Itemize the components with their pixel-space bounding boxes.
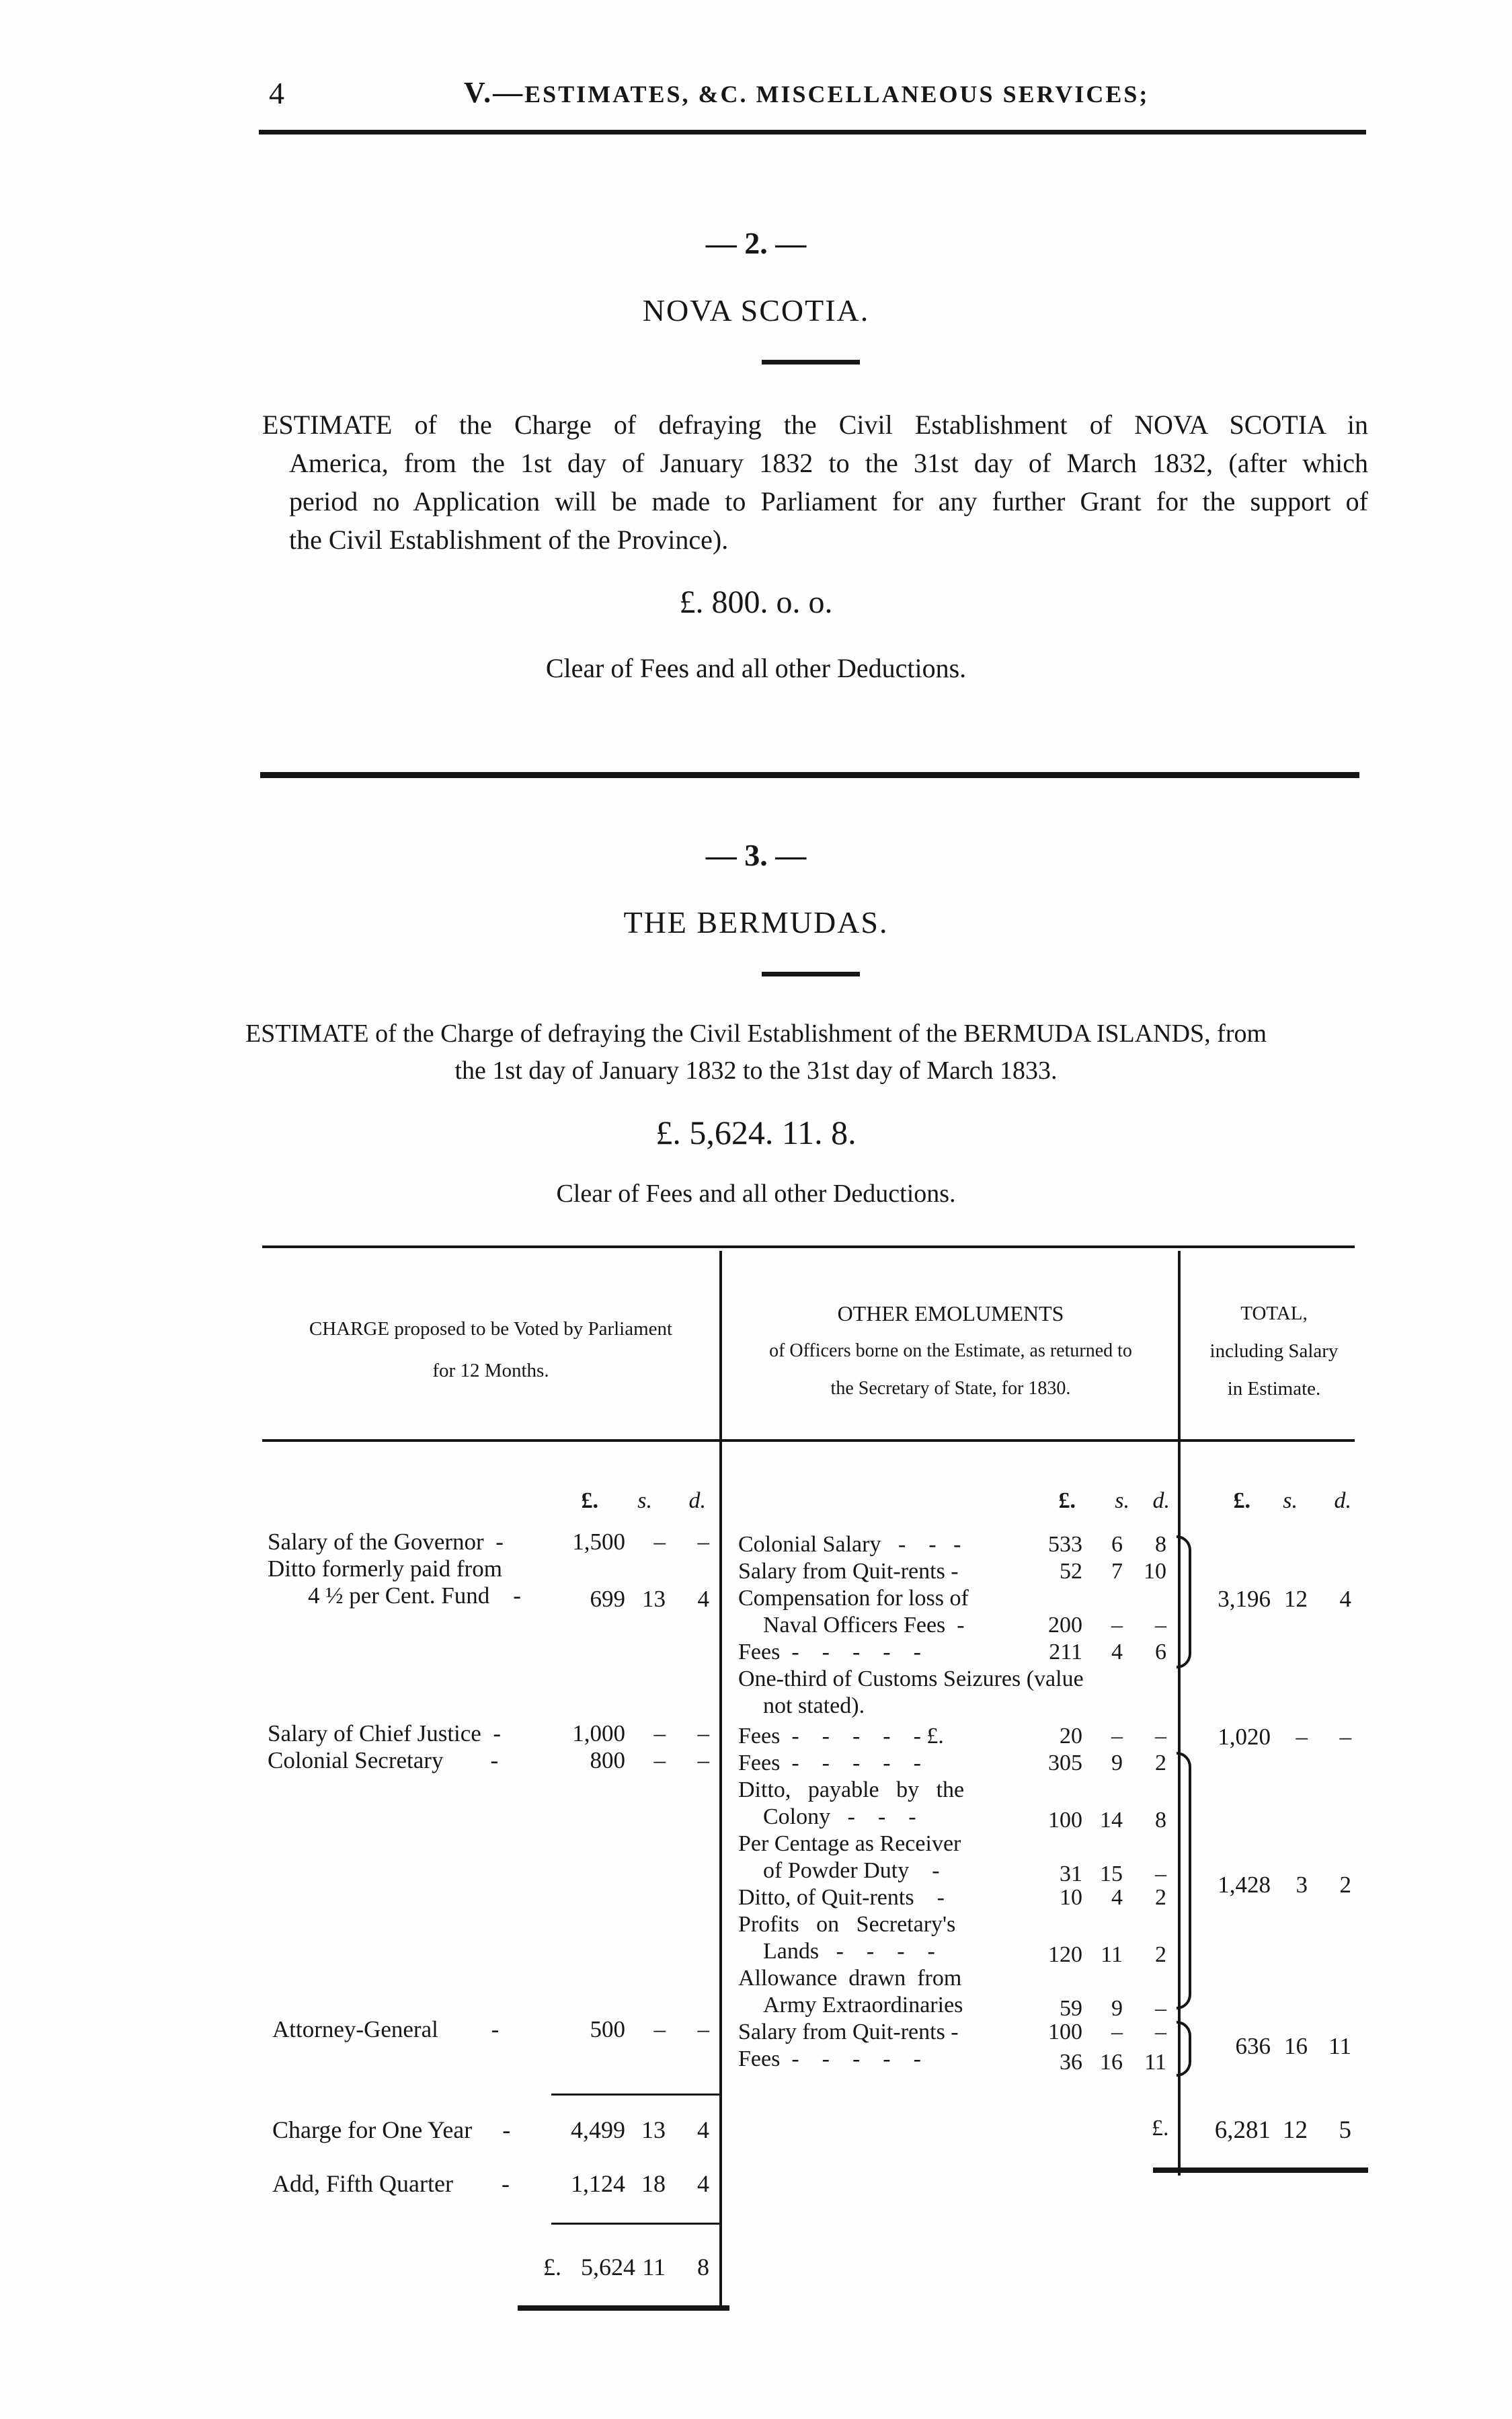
charge-colonial-secretary-l: 800 — [590, 1747, 625, 1773]
col1-unit-pence: d. — [688, 1488, 706, 1513]
emolument-colonial-salary: Colonial Salary - - - — [738, 1532, 961, 1557]
emolument-ditto-quit-rents-d: 2 — [1155, 1885, 1166, 1910]
charge-governor-s: – — [653, 1529, 666, 1555]
charge-governor-l: 1,500 — [572, 1529, 625, 1555]
charge-chief-justice-d: – — [697, 1720, 709, 1746]
charge-one-year-d: 4 — [697, 2116, 709, 2143]
emolument-ag-quit-rents-s: – — [1111, 2020, 1123, 2044]
col1-header-line-2: for 12 Months. — [432, 1360, 549, 1381]
total-governor-d: 4 — [1339, 1586, 1351, 1612]
table-header-rule — [262, 1439, 1355, 1442]
bermuda-amount: £. 5,624. 11. 8. — [655, 1114, 857, 1151]
emolument-colony-ditto-1: Ditto, payable by the — [738, 1777, 965, 1802]
col2-header-line-1: OTHER EMOLUMENTS — [837, 1301, 1064, 1326]
section-3-title-rule — [762, 972, 860, 976]
emolument-colonial-salary-l: 533 — [1048, 1532, 1082, 1557]
emolument-fees-2-s: – — [1111, 1724, 1123, 1749]
emolument-secretary-lands-s: 11 — [1101, 1942, 1123, 1967]
col3-unit-pence: d. — [1334, 1488, 1351, 1513]
emolument-ditto-quit-rents: Ditto, of Quit-rents - — [738, 1885, 945, 1910]
total-attorney-s: 16 — [1284, 2033, 1308, 2059]
col1-total-double-rule — [518, 2305, 729, 2311]
bermuda-clear-note: Clear of Fees and all other Deductions. — [556, 1180, 956, 1208]
total-secretary-d: 2 — [1339, 1872, 1351, 1898]
total-governor-l: 3,196 — [1218, 1586, 1271, 1612]
emolument-army-allowance-d: – — [1155, 1996, 1166, 2021]
col1-unit-pound: £. — [581, 1488, 598, 1513]
total-attorney-l: 636 — [1235, 2033, 1271, 2059]
grand-total-rule — [1153, 2167, 1368, 2173]
emolument-powder-duty-l: 31 — [1060, 1861, 1082, 1886]
emolument-compensation-d: – — [1155, 1613, 1166, 1638]
total-secretary-l: 1,428 — [1218, 1872, 1271, 1898]
col1-unit-shilling: s. — [637, 1488, 652, 1513]
ns-clear-note: Clear of Fees and all other Deductions. — [545, 653, 967, 683]
emolument-secretary-lands-1: Profits on Secretary's — [738, 1912, 956, 1937]
charge-attorney-general-s: – — [653, 2016, 666, 2042]
emolument-secretary-lands-2: Lands - - - - — [763, 1939, 935, 1964]
emolument-fees-2-l: 20 — [1060, 1724, 1082, 1749]
emolument-compensation-s: – — [1111, 1613, 1123, 1638]
charge-one-year-label: Charge for One Year - — [272, 2116, 511, 2143]
charge-sum-l: 5,624 — [581, 2254, 635, 2280]
col1-header-line-1: CHARGE proposed to be Voted by Parliament — [309, 1318, 673, 1340]
total-attorney-d: 11 — [1328, 2033, 1351, 2059]
emolument-colonial-salary-d: 8 — [1155, 1532, 1166, 1557]
emolument-secretary-lands-l: 120 — [1048, 1942, 1082, 1967]
emolument-powder-duty-s: 15 — [1100, 1861, 1123, 1886]
emolument-ditto-quit-rents-l: 10 — [1060, 1885, 1082, 1910]
ns-amount: £. 800. o. o. — [679, 584, 833, 620]
brace-secretary — [1177, 1752, 1191, 2009]
bermuda-estimate-line-2: the 1st day of January 1832 to the 31st day of March 1833. — [454, 1057, 1058, 1085]
emolument-colony-ditto-d: 8 — [1155, 1808, 1166, 1833]
emolument-army-allowance-l: 59 — [1060, 1996, 1082, 2021]
total-chief-justice-l: 1,020 — [1218, 1724, 1271, 1750]
col3-header — [1183, 1295, 1365, 1408]
grand-total-d: 5 — [1339, 2116, 1351, 2144]
col-divider-1 — [719, 1251, 722, 2307]
charge-ditto-label-2: 4 ½ per Cent. Fund - — [308, 1582, 521, 1609]
col3-unit-shilling: s. — [1283, 1488, 1298, 1513]
emolument-ag-quit-rents-l: 100 — [1048, 2020, 1082, 2044]
charge-colonial-secretary-d: – — [697, 1747, 709, 1773]
charge-ditto-label-1: Ditto formerly paid from — [268, 1556, 502, 1582]
brace-governor — [1177, 1535, 1191, 1668]
emolument-powder-duty-1: Per Centage as Receiver — [738, 1831, 961, 1856]
ns-estimate-line-1: ESTIMATE of the Charge of defraying the Civil Establishment of NOVA SCOTIA in — [262, 410, 1368, 440]
col1-subtotal-rule-1 — [551, 2094, 719, 2096]
col1-subtotal-rule-2 — [551, 2223, 719, 2225]
fifth-quarter-s: 18 — [641, 2170, 666, 2197]
emolument-fees-2: Fees - - - - - £. — [738, 1724, 944, 1749]
col2-header-line-2: of Officers borne on the Estimate, as returned to — [769, 1340, 1132, 1361]
emolument-secretary-lands-d: 2 — [1155, 1942, 1166, 1967]
emolument-customs-seizures-1: One-third of Customs Seizures (value — [738, 1666, 1084, 1691]
emolument-ag-fees-l: 36 — [1060, 2050, 1082, 2075]
emolument-fees-3: Fees - - - - - — [738, 1751, 921, 1775]
emolument-army-allowance-2: Army Extraordinaries — [763, 1993, 963, 2018]
emolument-army-allowance-s: 9 — [1111, 1996, 1123, 2021]
emolument-ag-fees: Fees - - - - - — [738, 2046, 921, 2071]
emolument-fees-3-l: 305 — [1048, 1751, 1082, 1775]
charge-attorney-general-l: 500 — [590, 2016, 625, 2042]
total-chief-justice-d: – — [1339, 1724, 1351, 1750]
emolument-quit-rents: Salary from Quit-rents - — [738, 1559, 959, 1584]
charge-sum-s: 11 — [642, 2254, 666, 2280]
col3-header-line-1: TOTAL, — [1240, 1303, 1308, 1324]
charge-sum-pound: £. — [543, 2254, 561, 2280]
section-divider — [260, 772, 1359, 778]
ns-estimate-line-2: America, from the 1st day of January 1832 to the 31st day of March 1832, (after which — [289, 448, 1368, 478]
col3-unit-pound: £. — [1233, 1488, 1250, 1513]
emolument-compensation-2: Naval Officers Fees - — [763, 1613, 965, 1638]
emolument-fees-3-d: 2 — [1155, 1751, 1166, 1775]
table-top-rule — [262, 1245, 1355, 1248]
charge-attorney-general-label: Attorney-General - — [272, 2016, 500, 2042]
col2-unit-shilling: s. — [1115, 1488, 1129, 1513]
emolument-colony-ditto-s: 14 — [1100, 1808, 1123, 1833]
bermuda-estimate-line-1: ESTIMATE of the Charge of defraying the Civil Establishment of the BERMUDA ISLANDS, from — [245, 1020, 1267, 1048]
emolument-customs-seizures-2: not stated). — [763, 1693, 865, 1718]
running-title-prefix: V.— — [464, 76, 525, 109]
col1-header — [266, 1308, 716, 1391]
emolument-powder-duty-2: of Powder Duty - — [763, 1858, 940, 1883]
charge-ditto-l: 699 — [590, 1586, 625, 1612]
charge-chief-justice-label: Salary of Chief Justice - — [268, 1720, 501, 1746]
emolument-fees-1: Fees - - - - - — [738, 1640, 921, 1664]
col2-header — [726, 1295, 1175, 1408]
emolument-total-pound-sign: £. — [1152, 2116, 1169, 2141]
emolument-colony-ditto-2: Colony - - - — [763, 1804, 916, 1829]
ns-estimate-line-4: the Civil Establishment of the Province). — [289, 525, 729, 555]
emolument-ag-quit-rents-d: – — [1155, 2020, 1166, 2044]
charge-governor-d: – — [697, 1529, 709, 1555]
charge-attorney-general-d: – — [697, 2016, 709, 2042]
section-2-title: NOVA SCOTIA. — [642, 293, 870, 328]
emolument-ag-fees-s: 16 — [1100, 2050, 1123, 2075]
charge-ditto-d: 4 — [697, 1586, 709, 1612]
emolument-fees-3-s: 9 — [1111, 1751, 1123, 1775]
charge-chief-justice-s: – — [653, 1720, 666, 1746]
emolument-army-allowance-1: Allowance drawn from — [738, 1966, 962, 1991]
section-2-title-rule — [762, 360, 860, 364]
charge-colonial-secretary-label: Colonial Secretary - — [268, 1747, 499, 1773]
running-title-text: ESTIMATES, &C. MISCELLANEOUS SERVICES; — [524, 81, 1150, 108]
total-secretary-s: 3 — [1296, 1872, 1308, 1898]
emolument-colony-ditto-l: 100 — [1048, 1808, 1082, 1833]
charge-one-year-l: 4,499 — [571, 2116, 625, 2143]
emolument-quit-rents-s: 7 — [1111, 1559, 1123, 1584]
fifth-quarter-l: 1,124 — [571, 2170, 625, 2197]
emolument-powder-duty-d: – — [1155, 1861, 1166, 1886]
charge-colonial-secretary-s: – — [653, 1747, 666, 1773]
charge-sum-d: 8 — [697, 2254, 709, 2280]
col3-header-line-3: in Estimate. — [1227, 1378, 1321, 1399]
page-number: 4 — [269, 76, 284, 110]
total-chief-justice-s: – — [1296, 1724, 1308, 1750]
section-2-number: — 2. — — [705, 226, 807, 260]
charge-one-year-s: 13 — [641, 2116, 666, 2143]
emolument-compensation-1: Compensation for loss of — [738, 1586, 969, 1611]
emolument-ag-fees-d: 11 — [1144, 2050, 1166, 2075]
nova-scotia-estimate — [262, 406, 1368, 559]
ns-estimate-line-3: period no Application will be made to Parliament for any further Grant for the support of — [289, 486, 1368, 516]
total-governor-s: 12 — [1284, 1586, 1308, 1612]
charge-governor-label: Salary of the Governor - — [268, 1529, 504, 1555]
emolument-quit-rents-l: 52 — [1060, 1559, 1082, 1584]
emolument-fees-1-s: 4 — [1111, 1640, 1123, 1664]
emolument-colonial-salary-s: 6 — [1111, 1532, 1123, 1557]
fifth-quarter-d: 4 — [697, 2170, 709, 2197]
emolument-ditto-quit-rents-s: 4 — [1111, 1885, 1123, 1910]
emolument-compensation-l: 200 — [1048, 1613, 1082, 1638]
running-title — [464, 75, 1149, 110]
brace-attorney — [1177, 2021, 1191, 2077]
grand-total-s: 12 — [1283, 2116, 1308, 2144]
grand-total-l: 6,281 — [1214, 2116, 1271, 2144]
emolument-fees-1-l: 211 — [1049, 1640, 1082, 1664]
emolument-quit-rents-d: 10 — [1144, 1559, 1166, 1584]
col2-unit-pence: d. — [1152, 1488, 1170, 1513]
charge-ditto-s: 13 — [642, 1586, 666, 1612]
col2-header-line-3: the Secretary of State, for 1830. — [830, 1378, 1071, 1399]
emolument-ag-quit-rents: Salary from Quit-rents - — [738, 2020, 959, 2044]
emolument-fees-1-d: 6 — [1155, 1640, 1166, 1664]
section-3-number: — 3. — — [705, 838, 807, 872]
header-rule — [259, 130, 1366, 135]
col3-header-line-2: including Salary — [1209, 1340, 1339, 1362]
section-3-title: THE BERMUDAS. — [623, 905, 889, 939]
fifth-quarter-label: Add, Fifth Quarter - — [272, 2170, 510, 2197]
emolument-fees-2-d: – — [1155, 1724, 1166, 1749]
col2-unit-pound: £. — [1058, 1488, 1076, 1513]
charge-chief-justice-l: 1,000 — [572, 1720, 625, 1746]
